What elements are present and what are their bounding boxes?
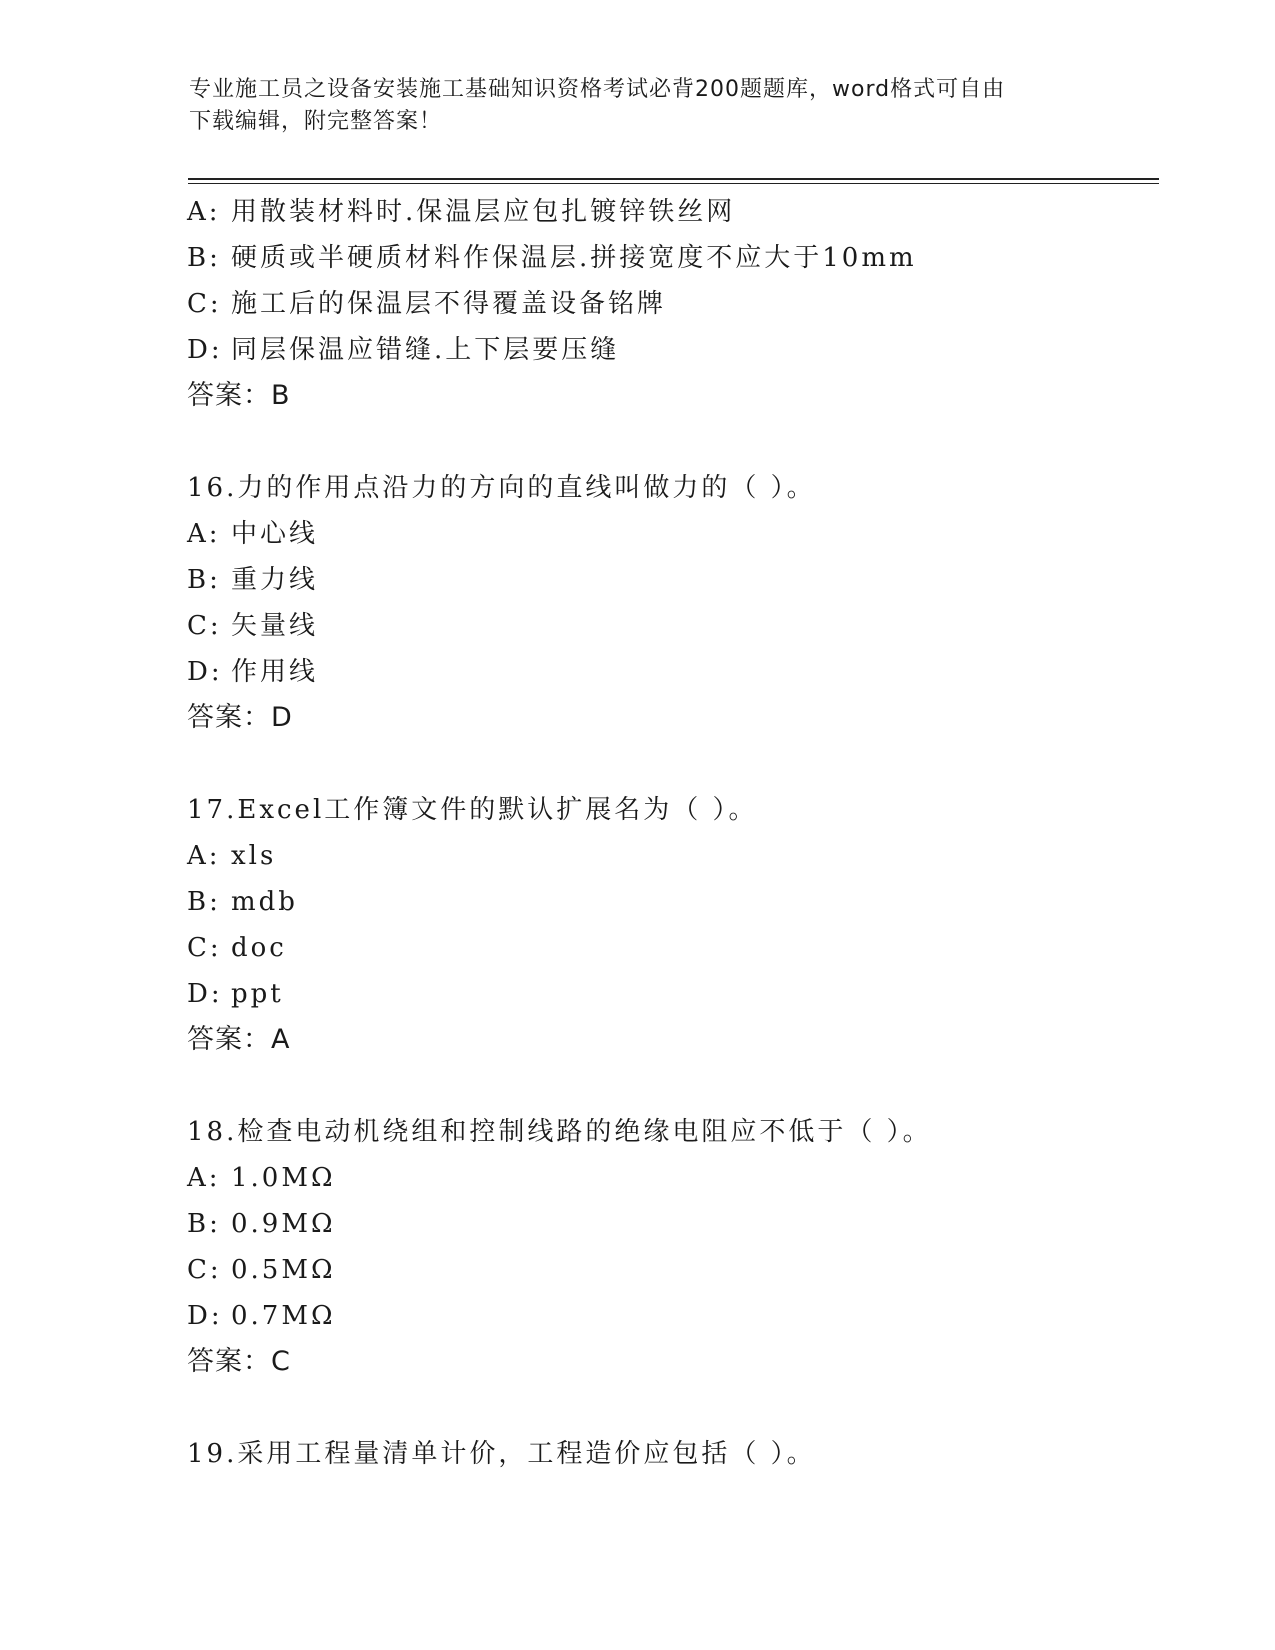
question-18 [187, 1109, 1167, 1385]
question-19 [187, 1431, 1167, 1477]
option-b [187, 557, 1167, 603]
header-line-2: 下载编辑，附完整答案！ [189, 109, 443, 134]
question-stem: 19.采用工程量清单计价，工程造价应包括（ ）。 [187, 1439, 816, 1469]
option-key: A: [187, 841, 221, 871]
option-key: A: [187, 1163, 221, 1193]
option-text: 0.9MΩ [231, 1209, 336, 1239]
option-key: C: [187, 933, 222, 963]
option-text: 矢量线 [231, 611, 319, 641]
option-d [187, 1293, 1167, 1339]
option-c [187, 603, 1167, 649]
option-text: 施工后的保温层不得覆盖设备铭牌 [231, 289, 667, 319]
option-text: ppt [231, 979, 284, 1009]
spacer [187, 1385, 1167, 1431]
option-key: C: [187, 289, 222, 319]
option-key: D: [187, 657, 223, 687]
question-15-options [187, 189, 1167, 419]
option-key: B: [187, 887, 221, 917]
option-text: 1.0MΩ [231, 1163, 336, 1193]
spacer [187, 419, 1167, 465]
option-key: D: [187, 979, 223, 1009]
option-key: C: [187, 611, 222, 641]
option-key: D: [187, 1301, 223, 1331]
option-d [187, 649, 1167, 695]
question-17 [187, 787, 1167, 1063]
header-line-1: 专业施工员之设备安装施工基础知识资格考试必背200题题库，word格式可自由 [189, 77, 1006, 102]
option-text: 0.7MΩ [231, 1301, 336, 1331]
option-key: B: [187, 1209, 221, 1239]
option-text: 同层保温应错缝.上下层要压缝 [231, 335, 620, 365]
question-16 [187, 465, 1167, 741]
option-text: 重力线 [231, 565, 319, 595]
question-stem: 17.Excel工作簿文件的默认扩展名为（ ）。 [187, 795, 758, 825]
option-b [187, 879, 1167, 925]
question-list [187, 189, 1167, 1477]
option-text: 用散装材料时.保温层应包扎镀锌铁丝网 [231, 197, 736, 227]
option-a [187, 833, 1167, 879]
option-key: C: [187, 1255, 222, 1285]
option-d [187, 327, 1167, 373]
option-text: xls [231, 841, 277, 871]
option-text: 中心线 [231, 519, 319, 549]
answer-line: 答案：D [187, 702, 293, 733]
spacer [187, 1063, 1167, 1109]
option-key: A: [187, 519, 221, 549]
spacer [187, 741, 1167, 787]
header-divider-thin [188, 183, 1159, 184]
answer-line: 答案：B [187, 380, 291, 411]
option-text: mdb [231, 887, 298, 917]
answer-line: 答案：A [187, 1024, 291, 1055]
option-key: D: [187, 335, 223, 365]
question-stem: 16.力的作用点沿力的方向的直线叫做力的（ ）。 [187, 473, 816, 503]
option-d [187, 971, 1167, 1017]
option-text: doc [231, 933, 287, 963]
option-b [187, 235, 1167, 281]
option-a [187, 1155, 1167, 1201]
option-a [187, 189, 1167, 235]
option-b [187, 1201, 1167, 1247]
option-c [187, 1247, 1167, 1293]
option-a [187, 511, 1167, 557]
option-c [187, 281, 1167, 327]
answer-line: 答案：C [187, 1346, 291, 1377]
option-text: 硬质或半硬质材料作保温层.拼接宽度不应大于10mm [231, 243, 917, 273]
option-text: 0.5MΩ [231, 1255, 336, 1285]
header-divider-thick [188, 178, 1159, 180]
option-text: 作用线 [231, 657, 319, 687]
option-key: B: [187, 565, 221, 595]
option-c [187, 925, 1167, 971]
document-header [189, 74, 1079, 138]
option-key: A: [187, 197, 221, 227]
option-key: B: [187, 243, 221, 273]
question-stem: 18.检查电动机绕组和控制线路的绝缘电阻应不低于（ ）。 [187, 1117, 932, 1147]
